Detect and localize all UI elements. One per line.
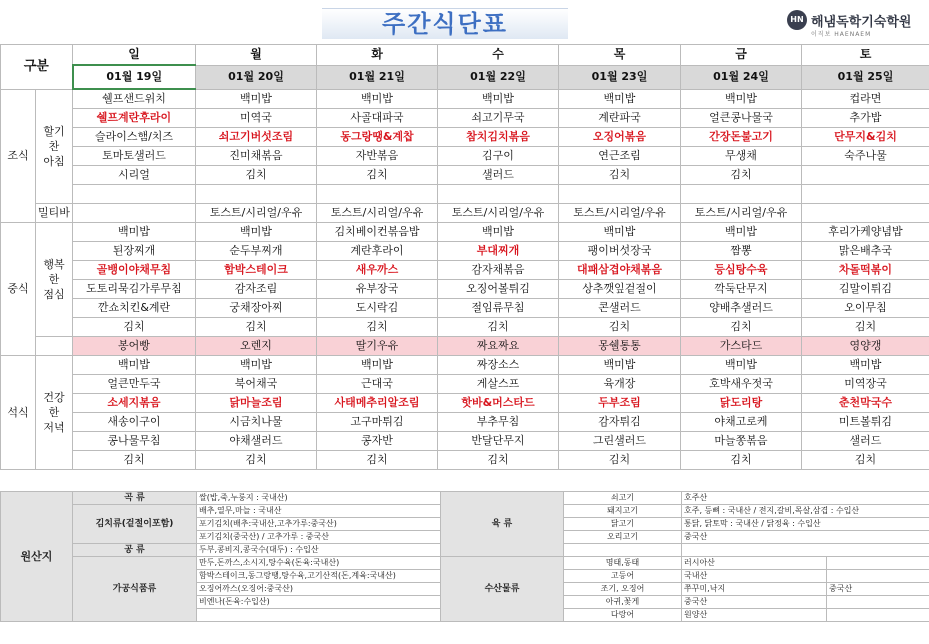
breakfast-menu-item [559, 185, 681, 204]
breakfast-menu-item: 연근조림 [559, 147, 681, 166]
mealbar-item: 토스트/시리얼/우유 [196, 204, 317, 223]
dinner-menu-item: 소세지볶음 [73, 394, 196, 413]
breakfast-menu-item [317, 185, 438, 204]
dinner-menu-item: 새송이구이 [73, 413, 196, 432]
dinner-menu-item: 육개장 [559, 375, 681, 394]
breakfast-menu-item: 계란파국 [559, 109, 681, 128]
lunch-menu-item: 맑은배추국 [802, 242, 929, 261]
breakfast-label: 조식 [1, 89, 36, 223]
dinner-menu-item: 백미밥 [317, 356, 438, 375]
logo-badge-icon: HN [787, 10, 807, 30]
breakfast-menu-item: 간장돈불고기 [681, 128, 802, 147]
dinner-menu-item: 야채고로케 [681, 413, 802, 432]
lunch-menu-item: 유부장국 [317, 280, 438, 299]
breakfast-menu-item: 김치 [681, 166, 802, 185]
day-header: 일 [73, 45, 196, 66]
lunch-menu-item: 짬뽕 [681, 242, 802, 261]
meat-item: 돼지고기 [564, 505, 682, 518]
lunch-menu-item: 백미밥 [196, 223, 317, 242]
dinner-menu-item: 백미밥 [559, 356, 681, 375]
dinner-menu-item: 근대국 [317, 375, 438, 394]
dinner-menu-item: 닭도리탕 [681, 394, 802, 413]
meat-item: 쇠고기 [564, 492, 682, 505]
breakfast-menu-item: 동그랑땡&계찹 [317, 128, 438, 147]
dinner-menu-item: 김치 [559, 451, 681, 470]
dinner-menu-item: 백미밥 [73, 356, 196, 375]
lunch-menu-item: 대패삼겹야채볶음 [559, 261, 681, 280]
dinner-menu-item: 백미밥 [681, 356, 802, 375]
meat-item: 오리고기 [564, 531, 682, 544]
origin-value: 오징어까스(오징어:중국산) [197, 583, 441, 596]
breakfast-menu-item: 김구이 [438, 147, 559, 166]
dinner-menu-item: 김치 [802, 451, 929, 470]
lunch-menu-item: 감자채볶음 [438, 261, 559, 280]
breakfast-menu-item: 백미밥 [317, 89, 438, 109]
lunch-menu-item: 감자조림 [196, 280, 317, 299]
seafood-item: 다랑어 [564, 609, 682, 622]
dinner-menu-item: 감자튀김 [559, 413, 681, 432]
breakfast-menu-item [73, 185, 196, 204]
origin-value: 두부,콩비지,콩국수(대두) : 수입산 [197, 544, 441, 557]
seafood-origin: 원양산 [682, 609, 827, 622]
lunch-menu-item: 김치베이컨볶음밥 [317, 223, 438, 242]
dinner-menu-item: 호박새우젓국 [681, 375, 802, 394]
sublabel-line: 점심 [43, 288, 65, 301]
snack-item: 짜요짜요 [438, 337, 559, 356]
dinner-menu-item: 두부조림 [559, 394, 681, 413]
breakfast-menu-item: 시리얼 [73, 166, 196, 185]
breakfast-menu-item: 추가밥 [802, 109, 929, 128]
lunch-menu-item: 상추깻잎겉절이 [559, 280, 681, 299]
lunch-menu-item: 차돌떡볶이 [802, 261, 929, 280]
origin-value [197, 609, 441, 622]
lunch-menu-item: 순두부찌개 [196, 242, 317, 261]
dinner-menu-item: 샐러드 [802, 432, 929, 451]
seafood-extra [827, 557, 929, 570]
dinner-menu-item: 닭마늘조림 [196, 394, 317, 413]
seafood-item: 아귀,꽃게 [564, 596, 682, 609]
origin-value: 만두,돈까스,소시지,탕수육(돈육:국내산) [197, 557, 441, 570]
dinner-menu-item: 미트볼튀김 [802, 413, 929, 432]
date-header: 01월 19일 [73, 65, 196, 89]
breakfast-menu-item: 무생채 [681, 147, 802, 166]
seafood-origin: 국내산 [682, 570, 827, 583]
origin-value: 함박스테이크,동그랑땡,탕수육,고기산적(돈,계육:국내산) [197, 570, 441, 583]
dinner-menu-item: 마늘쫑볶음 [681, 432, 802, 451]
breakfast-menu-item: 컵라면 [802, 89, 929, 109]
lunch-menu-item: 김치 [802, 318, 929, 337]
origin-label: 원산지 [1, 492, 73, 622]
meat-item: 닭고기 [564, 518, 682, 531]
breakfast-menu-item: 사골대파국 [317, 109, 438, 128]
date-header: 01월 20일 [196, 65, 317, 89]
mealbar-item: 토스트/시리얼/우유 [317, 204, 438, 223]
seafood-origin: 중국산 [682, 596, 827, 609]
breakfast-menu-item [438, 185, 559, 204]
dinner-menu-item: 김치 [73, 451, 196, 470]
origin-value: 포기김치(중국산) / 고추가루 : 중국산 [197, 531, 441, 544]
dinner-menu-item: 백미밥 [802, 356, 929, 375]
title-bar [322, 8, 568, 39]
logo-subtitle: 이직보 HAENAEM [811, 31, 872, 38]
origin-category: 가공식품류 [73, 557, 197, 622]
origin-category: 육 류 [441, 492, 564, 557]
sublabel-line: 한 [48, 273, 60, 286]
snack-item: 영양갱 [802, 337, 929, 356]
breakfast-menu-item: 김치 [196, 166, 317, 185]
breakfast-menu-item: 쇠고기버섯조림 [196, 128, 317, 147]
origin-category: 곡 류 [73, 492, 197, 505]
lunch-menu-item: 된장찌개 [73, 242, 196, 261]
seafood-extra [827, 596, 929, 609]
seafood-item: 고등어 [564, 570, 682, 583]
dinner-menu-item: 반달단무지 [438, 432, 559, 451]
day-header: 토 [802, 45, 929, 66]
snack-item: 봉어빵 [73, 337, 196, 356]
sublabel-line: 아침 [43, 154, 65, 168]
seafood-origin: 러시아산 [682, 557, 827, 570]
lunch-menu-item: 깐쇼치킨&계란 [73, 299, 196, 318]
lunch-menu-item: 도토리묵김가루무침 [73, 280, 196, 299]
day-header: 목 [559, 45, 681, 66]
meat-origin [682, 544, 929, 557]
mealbar-item: 토스트/시리얼/우유 [438, 204, 559, 223]
lunch-menu-item: 골뱅이야채무침 [73, 261, 196, 280]
breakfast-menu-item: 백미밥 [559, 89, 681, 109]
dinner-menu-item: 고구마튀김 [317, 413, 438, 432]
breakfast-menu-item: 단무지&김치 [802, 128, 929, 147]
logo-name: 해냄독학기숙학원 [811, 15, 912, 30]
mealbar-item: 토스트/시리얼/우유 [559, 204, 681, 223]
breakfast-menu-item: 김치 [317, 166, 438, 185]
origin-category: 공 류 [73, 544, 197, 557]
lunch-menu-item: 백미밥 [559, 223, 681, 242]
dinner-menu-item: 사태메추리알조림 [317, 394, 438, 413]
dinner-menu-item: 김치 [681, 451, 802, 470]
lunch-menu-item: 김치 [317, 318, 438, 337]
dinner-menu-item: 미역장국 [802, 375, 929, 394]
sublabel-line: 건강 [43, 391, 65, 404]
dinner-menu-item: 춘천막국수 [802, 394, 929, 413]
breakfast-menu-item: 오징어볶음 [559, 128, 681, 147]
day-header: 수 [438, 45, 559, 66]
seafood-item: 명태,동태 [564, 557, 682, 570]
lunch-menu-item: 등심탕수육 [681, 261, 802, 280]
day-header: 화 [317, 45, 438, 66]
breakfast-sublabel [36, 89, 73, 204]
dinner-menu-item: 그린샐러드 [559, 432, 681, 451]
breakfast-menu-item: 토마토샐러드 [73, 147, 196, 166]
meat-item [564, 544, 682, 557]
origin-value: 쌀(밥,죽,누룽지 : 국내산) [197, 492, 441, 505]
dinner-menu-item: 북어채국 [196, 375, 317, 394]
dinner-menu-item: 김치 [317, 451, 438, 470]
breakfast-menu-item: 김치 [559, 166, 681, 185]
lunch-menu-item: 김치 [196, 318, 317, 337]
date-header: 01월 21일 [317, 65, 438, 89]
lunch-menu-item: 김치 [559, 318, 681, 337]
lunch-menu-item: 부대찌개 [438, 242, 559, 261]
origin-category: 수산물류 [441, 557, 564, 622]
breakfast-menu-item [681, 185, 802, 204]
sublabel-line: 한 [48, 406, 60, 419]
lunch-menu-item: 백미밥 [73, 223, 196, 242]
snack-item: 딸기우유 [317, 337, 438, 356]
sublabel-line: 저녁 [43, 421, 65, 434]
breakfast-menu-item: 슬라이스햄/치즈 [73, 128, 196, 147]
mealbar-label: 밀티바 [36, 204, 73, 223]
breakfast-menu-item [802, 166, 929, 185]
breakfast-menu-item: 숙주나물 [802, 147, 929, 166]
sublabel-line: 찬 [48, 139, 60, 153]
snack-item: 가스타드 [681, 337, 802, 356]
mealbar-item: 토스트/시리얼/우유 [681, 204, 802, 223]
breakfast-menu-item: 쇠고기무국 [438, 109, 559, 128]
seafood-item: 조기, 오징어 [564, 583, 682, 596]
breakfast-menu-item: 자반볶음 [317, 147, 438, 166]
seafood-extra [827, 570, 929, 583]
breakfast-menu-item [196, 185, 317, 204]
dinner-menu-item: 콩자반 [317, 432, 438, 451]
sublabel-line: 할기 [43, 124, 65, 138]
lunch-menu-item: 팽이버섯장국 [559, 242, 681, 261]
lunch-menu-item: 궁채장아찌 [196, 299, 317, 318]
lunch-menu-item: 후리가케양념밥 [802, 223, 929, 242]
day-header: 월 [196, 45, 317, 66]
lunch-menu-item: 백미밥 [681, 223, 802, 242]
lunch-menu-item: 김말이튀김 [802, 280, 929, 299]
lunch-sublabel [36, 223, 73, 337]
meat-origin: 통닭, 닭토막 : 국내산 / 닭정육 : 수입산 [682, 518, 929, 531]
weekly-menu-table [0, 44, 929, 470]
dinner-menu-item: 핫바&머스타드 [438, 394, 559, 413]
dinner-sublabel [36, 356, 73, 470]
lunch-menu-item: 절임류무침 [438, 299, 559, 318]
date-header: 01월 24일 [681, 65, 802, 89]
dinner-menu-item: 야채샐러드 [196, 432, 317, 451]
meat-origin: 호주, 등뼈 : 국내산 / 전지,갈비,목살,삼겹 : 수입산 [682, 505, 929, 518]
origin-value: 비엔나(돈육:수입산) [197, 596, 441, 609]
mealbar-item [73, 204, 196, 223]
breakfast-menu-item: 백미밥 [438, 89, 559, 109]
snack-item: 오렌지 [196, 337, 317, 356]
breakfast-menu-item: 쉘프샌드위치 [73, 89, 196, 109]
breakfast-menu-item: 백미밥 [196, 89, 317, 109]
lunch-menu-item: 백미밥 [438, 223, 559, 242]
lunch-menu-item: 오이무침 [802, 299, 929, 318]
meat-origin: 중국산 [682, 531, 929, 544]
lunch-menu-item: 양배추샐러드 [681, 299, 802, 318]
dinner-menu-item: 백미밥 [196, 356, 317, 375]
lunch-menu-item: 콘샐러드 [559, 299, 681, 318]
date-header: 01월 22일 [438, 65, 559, 89]
snack-label [36, 337, 73, 356]
breakfast-menu-item: 샐러드 [438, 166, 559, 185]
school-logo [787, 10, 925, 40]
origin-category: 김치류(겉절이포함) [73, 505, 197, 544]
lunch-menu-item: 새우까스 [317, 261, 438, 280]
dinner-menu-item: 콩나물무침 [73, 432, 196, 451]
breakfast-menu-item: 백미밥 [681, 89, 802, 109]
breakfast-menu-item: 쉘프계란후라이 [73, 109, 196, 128]
breakfast-menu-item: 얼큰콩나물국 [681, 109, 802, 128]
sublabel-line: 행복 [43, 258, 65, 271]
lunch-menu-item: 계란후라이 [317, 242, 438, 261]
lunch-menu-item: 함박스테이크 [196, 261, 317, 280]
date-header: 01월 25일 [802, 65, 929, 89]
seafood-extra: 중국산 [827, 583, 929, 596]
day-header: 금 [681, 45, 802, 66]
dinner-menu-item: 짜장소스 [438, 356, 559, 375]
dinner-menu-item: 김치 [196, 451, 317, 470]
page-title: 주간식단표 [382, 10, 508, 38]
dinner-menu-item: 게살스프 [438, 375, 559, 394]
dinner-menu-item: 부추무침 [438, 413, 559, 432]
dinner-menu-item: 얼큰만두국 [73, 375, 196, 394]
mealbar-item [802, 204, 929, 223]
breakfast-menu-item: 참치김치볶음 [438, 128, 559, 147]
lunch-menu-item: 오징어볼튀김 [438, 280, 559, 299]
lunch-menu-item: 김치 [73, 318, 196, 337]
meat-origin: 호주산 [682, 492, 929, 505]
breakfast-menu-item: 진미채볶음 [196, 147, 317, 166]
seafood-extra [827, 609, 929, 622]
date-header: 01월 23일 [559, 65, 681, 89]
dinner-label: 석식 [1, 356, 36, 470]
breakfast-menu-item: 미역국 [196, 109, 317, 128]
lunch-label: 중식 [1, 223, 36, 356]
page-header [0, 0, 929, 44]
lunch-menu-item: 도시락김 [317, 299, 438, 318]
origin-value: 배추,열무,마늘 : 국내산 [197, 505, 441, 518]
lunch-menu-item: 김치 [681, 318, 802, 337]
breakfast-menu-item [802, 185, 929, 204]
origin-value: 포기김치(배추:국내산,고추가루:중국산) [197, 518, 441, 531]
dinner-menu-item: 김치 [438, 451, 559, 470]
snack-item: 몽쉘통통 [559, 337, 681, 356]
lunch-menu-item: 깍둑단무지 [681, 280, 802, 299]
gubun-header: 구분 [1, 45, 73, 90]
seafood-origin: 쭈꾸미,낙지 [682, 583, 827, 596]
origin-table [0, 491, 929, 622]
dinner-menu-item: 시금치나물 [196, 413, 317, 432]
lunch-menu-item: 김치 [438, 318, 559, 337]
